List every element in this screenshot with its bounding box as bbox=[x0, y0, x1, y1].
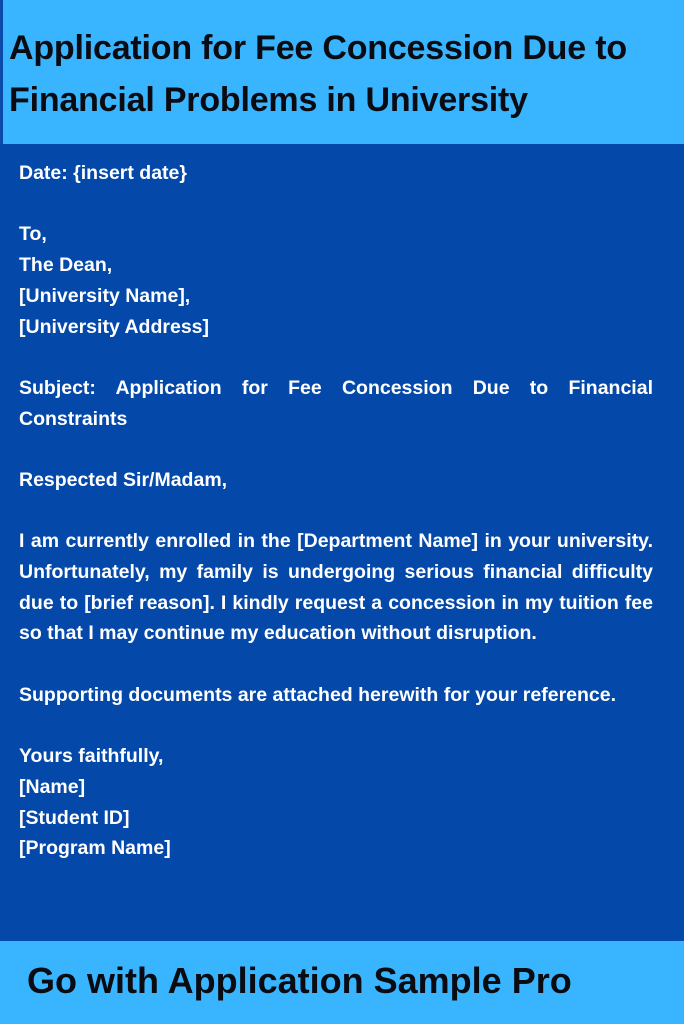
spacer bbox=[19, 711, 653, 742]
letter-subject: Subject: Application for Fee Concession Due to Financial Constraints bbox=[19, 376, 653, 430]
signature-student-id: [Student ID] bbox=[19, 806, 130, 829]
footer-banner bbox=[0, 941, 684, 1024]
letter-salutation: Respected Sir/Madam, bbox=[19, 468, 228, 491]
spacer bbox=[19, 434, 653, 465]
letter-to: To, bbox=[19, 223, 47, 246]
signature-program: [Program Name] bbox=[19, 837, 171, 860]
university-name: [University Name], bbox=[19, 284, 191, 307]
letter-supporting-note: Supporting documents are attached herewith for your reference. bbox=[19, 683, 617, 706]
recipient-title: The Dean, bbox=[19, 254, 113, 277]
university-address: [University Address] bbox=[19, 315, 210, 338]
letter-closing: Yours faithfully, bbox=[19, 745, 164, 768]
spacer bbox=[19, 496, 653, 527]
letter-main-paragraph: I am currently enrolled in the [Department Name] in your university. Unfortunately, my family is undergoing serious financial difficulty due to [brief reason]. I kindly request a concession in my tuition fee so that I may continue my education without disruption. bbox=[19, 530, 653, 645]
signature-name: [Name] bbox=[19, 775, 86, 798]
spacer bbox=[19, 342, 653, 373]
letter-body bbox=[19, 158, 653, 864]
footer-tagline: Go with Application Sample Pro bbox=[27, 960, 572, 1001]
spacer bbox=[19, 649, 653, 680]
spacer bbox=[19, 189, 653, 220]
page-title: Application for Fee Concession Due to Financial Problems in University bbox=[9, 29, 627, 119]
header-banner bbox=[0, 0, 684, 144]
letter-date: Date: {insert date} bbox=[19, 162, 187, 184]
